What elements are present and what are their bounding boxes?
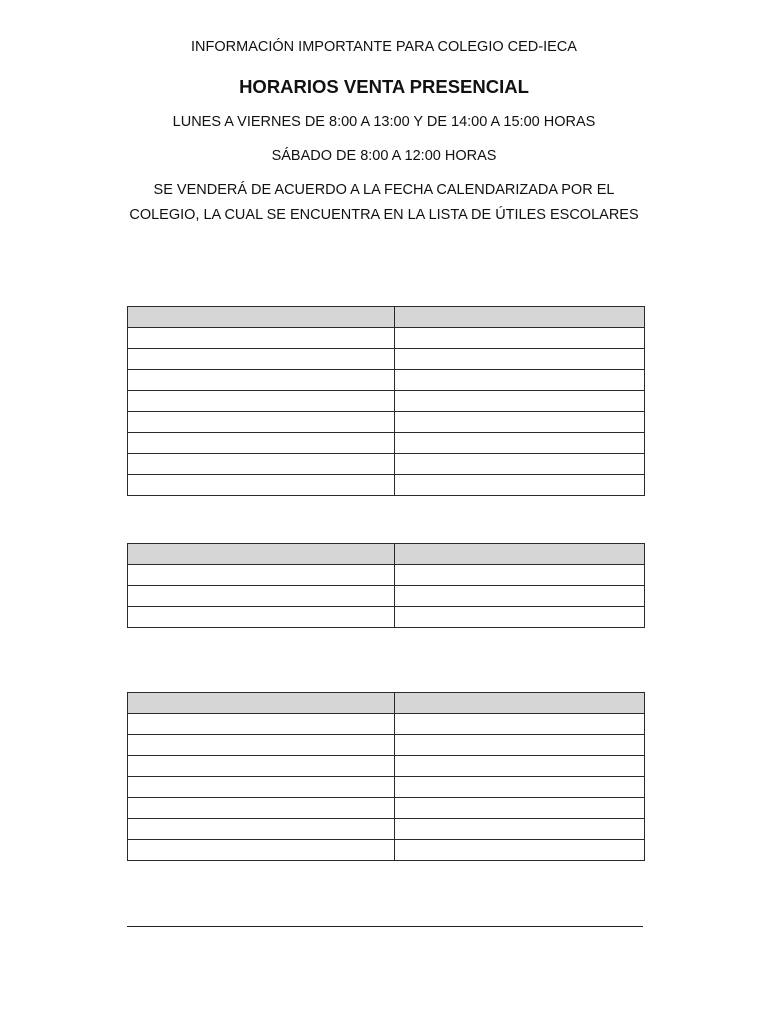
table-cell — [128, 433, 395, 454]
table-row — [128, 735, 645, 756]
table-cell — [128, 328, 395, 349]
table-cell — [128, 756, 395, 777]
schedule-table-3 — [127, 692, 645, 861]
table-cell — [128, 475, 395, 496]
table-header-row — [128, 307, 645, 328]
intro-heading: INFORMACIÓN IMPORTANTE PARA COLEGIO CED-IECA — [191, 39, 577, 55]
table-cell — [395, 840, 645, 861]
notice-text-line-2: COLEGIO, LA CUAL SE ENCUENTRA EN LA LISTA DE ÚTILES ESCOLARES — [129, 207, 639, 223]
weekday-hours-text: LUNES A VIERNES DE 8:00 A 13:00 Y DE 14:00 A 15:00 HORAS — [172, 114, 596, 130]
table-row — [128, 391, 645, 412]
table-cell — [395, 454, 645, 475]
table-cell — [395, 370, 645, 391]
table-row — [128, 714, 645, 735]
table-cell — [395, 475, 645, 496]
table-cell — [128, 370, 395, 391]
table-row — [128, 433, 645, 454]
table-row — [128, 840, 645, 861]
table-cell — [128, 565, 395, 586]
table-cell — [395, 433, 645, 454]
table-cell — [395, 756, 645, 777]
schedule-table-2 — [127, 543, 645, 628]
table-cell — [128, 607, 395, 628]
table-cell — [128, 798, 395, 819]
table-cell — [395, 412, 645, 433]
table-cell — [128, 819, 395, 840]
header-cell — [128, 693, 395, 714]
table-cell — [395, 565, 645, 586]
header-cell — [395, 307, 645, 328]
table-cell — [395, 714, 645, 735]
table-cell — [128, 586, 395, 607]
table-header-row — [128, 693, 645, 714]
header-cell — [128, 544, 395, 565]
table-cell — [128, 735, 395, 756]
table-header-row — [128, 544, 645, 565]
schedule-table-1 — [127, 306, 645, 496]
notice-text-line-1: SE VENDERÁ DE ACUERDO A LA FECHA CALENDARIZADA POR EL — [153, 182, 615, 198]
table-cell — [128, 454, 395, 475]
table-cell — [128, 777, 395, 798]
header-cell — [395, 693, 645, 714]
page-title: HORARIOS VENTA PRESENCIAL — [239, 76, 529, 97]
table-cell — [395, 391, 645, 412]
table-cell — [395, 328, 645, 349]
table-cell — [395, 777, 645, 798]
table-row — [128, 777, 645, 798]
header-cell — [128, 307, 395, 328]
table-row — [128, 565, 645, 586]
table-cell — [128, 391, 395, 412]
table-cell — [395, 735, 645, 756]
table-row — [128, 475, 645, 496]
table-cell — [395, 798, 645, 819]
table-cell — [128, 412, 395, 433]
table-row — [128, 756, 645, 777]
table-row — [128, 586, 645, 607]
table-row — [128, 819, 645, 840]
table-cell — [395, 819, 645, 840]
saturday-hours-text: SÁBADO DE 8:00 A 12:00 HORAS — [271, 148, 497, 164]
table-cell — [395, 607, 645, 628]
table-row — [128, 798, 645, 819]
table-row — [128, 370, 645, 391]
table-cell — [395, 349, 645, 370]
table-row — [128, 328, 645, 349]
table-row — [128, 412, 645, 433]
table-cell — [395, 586, 645, 607]
header-cell — [395, 544, 645, 565]
table-row — [128, 454, 645, 475]
table-cell — [128, 349, 395, 370]
table-row — [128, 607, 645, 628]
table-cell — [128, 840, 395, 861]
table-row — [128, 349, 645, 370]
footer-divider — [127, 926, 643, 927]
table-cell — [128, 714, 395, 735]
